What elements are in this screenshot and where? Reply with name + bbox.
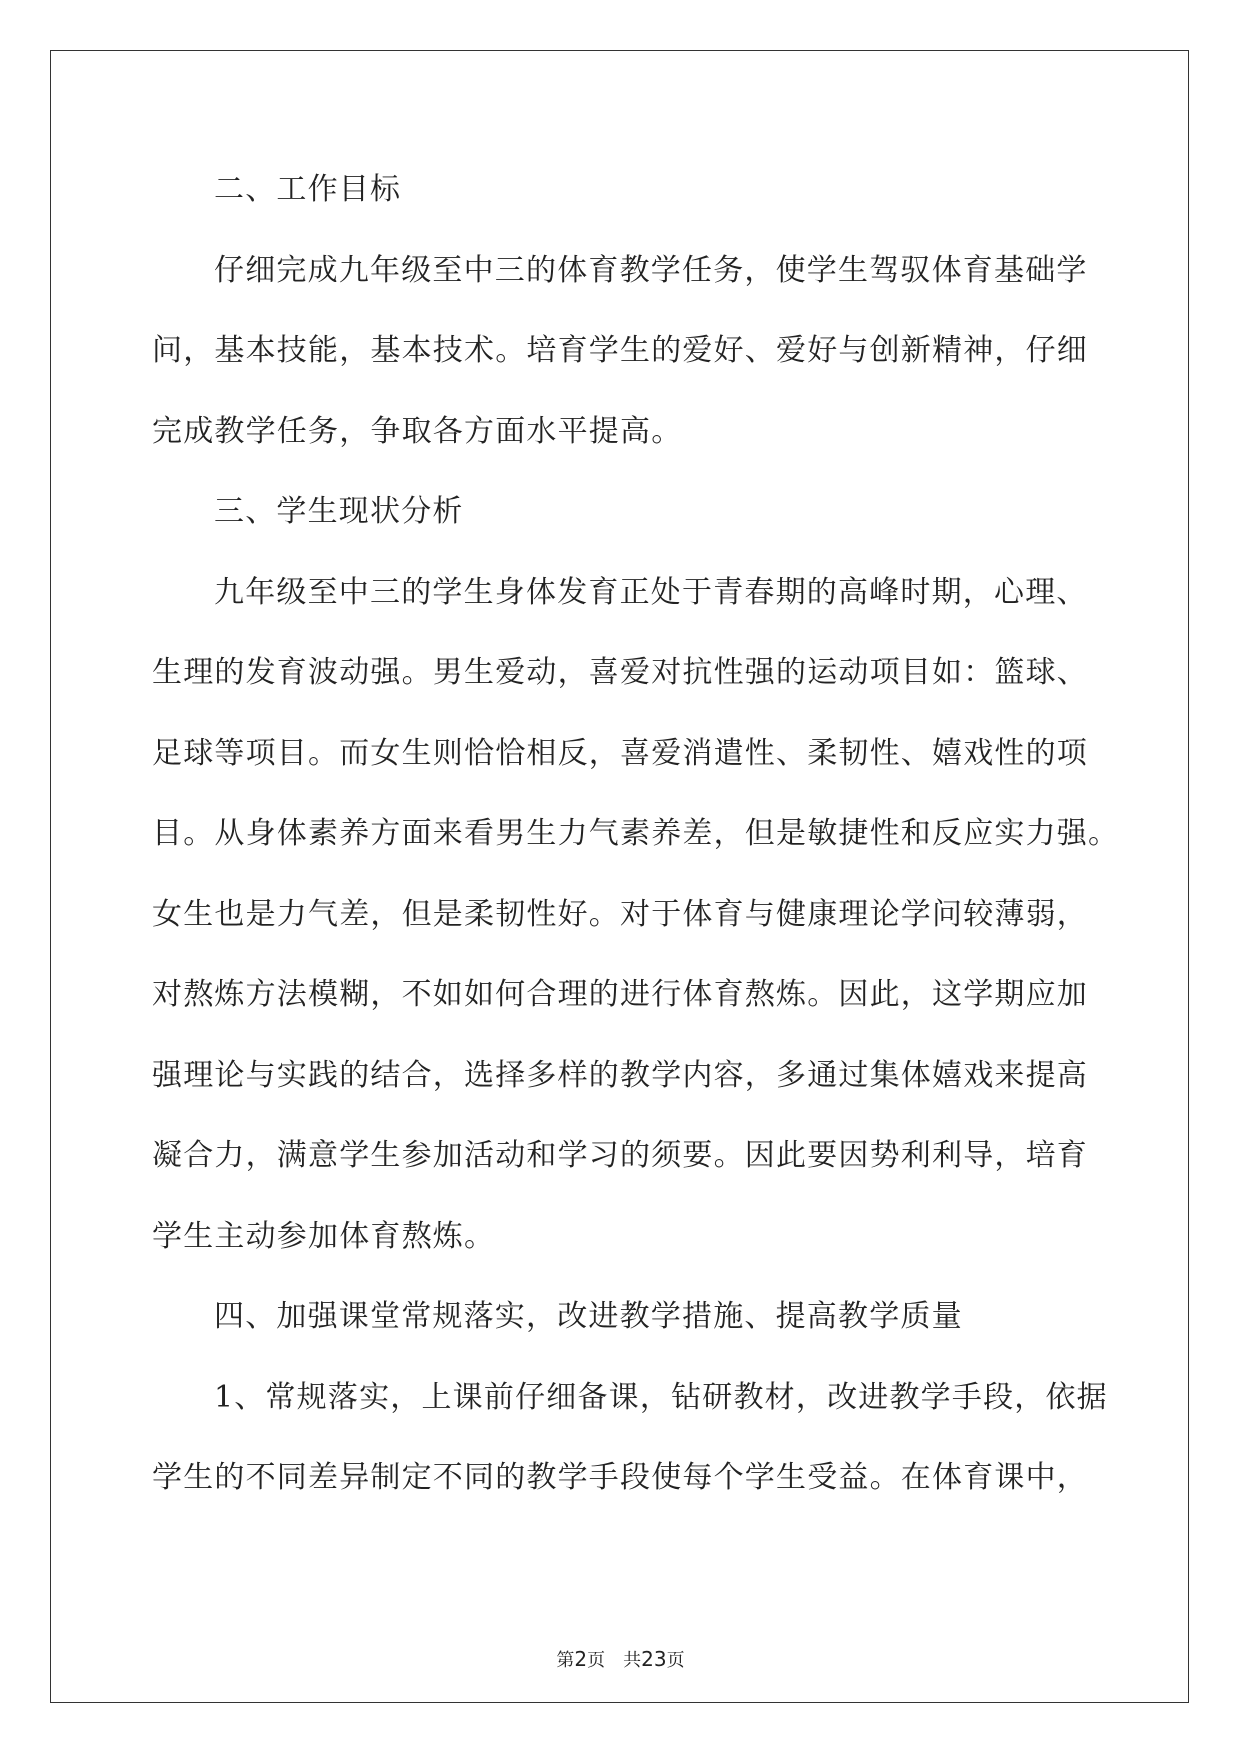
total-prefix: 共 — [623, 1650, 642, 1671]
paragraph-line: 凝合力，满意学生参加活动和学习的须要。因此要因势利利导，培育 — [152, 1138, 1088, 1173]
paragraph-line: 九年级至中三的学生身体发育正处于青春期的高峰时期，心理、 — [214, 574, 1088, 610]
paragraph-line: 目。从身体素养方面来看男生力气素养差，但是敏捷性和反应实力强。 — [152, 816, 1120, 851]
paragraph-line: 女生也是力气差，但是柔韧性好。对于体育与健康理论学问较薄弱， — [152, 896, 1088, 932]
paragraph-line: 问，基本技能，基本技术。培育学生的爱好、爱好与创新精神，仔细 — [152, 333, 1088, 368]
paragraph-line: 学生主动参加体育熬炼。 — [152, 1218, 496, 1254]
paragraph-line: 仔细完成九年级至中三的体育教学任务，使学生驾驭体育基础学 — [214, 252, 1088, 288]
paragraph-line: 足球等项目。而女生则恰恰相反，喜爱消遣性、柔韧性、嬉戏性的项 — [152, 735, 1088, 771]
paragraph-line: 生理的发育波动强。男生爱动，喜爱对抗性强的运动项目如：篮球、 — [152, 655, 1088, 690]
document-body — [152, 158, 1120, 1527]
page-footer — [0, 1649, 1241, 1671]
section-heading-goals: 二、工作目标 — [214, 172, 402, 207]
section-heading-classroom: 四、加强课堂常规落实，改进教学措施、提高教学质量 — [214, 1299, 963, 1334]
paragraph-line: 对熬炼方法模糊，不如如何合理的进行体育熬炼。因此，这学期应加 — [152, 977, 1088, 1012]
paragraph-line: 学生的不同差异制定不同的教学手段使每个学生受益。在体育课中， — [152, 1460, 1088, 1495]
paragraph-line: 完成教学任务，争取各方面水平提高。 — [152, 413, 683, 449]
paragraph-line: 1、常规落实，上课前仔细备课，钻研教材，改进教学手段，依据 — [214, 1379, 1108, 1415]
page-prefix: 第 — [556, 1650, 575, 1671]
total-pages: 23 — [641, 1647, 667, 1671]
page-suffix: 页 — [587, 1650, 606, 1671]
paragraph-line: 强理论与实践的结合，选择多样的教学内容，多通过集体嬉戏来提高 — [152, 1057, 1088, 1093]
total-suffix: 页 — [666, 1650, 685, 1671]
section-heading-student-analysis: 三、学生现状分析 — [214, 494, 464, 529]
page-number: 2 — [574, 1647, 588, 1671]
